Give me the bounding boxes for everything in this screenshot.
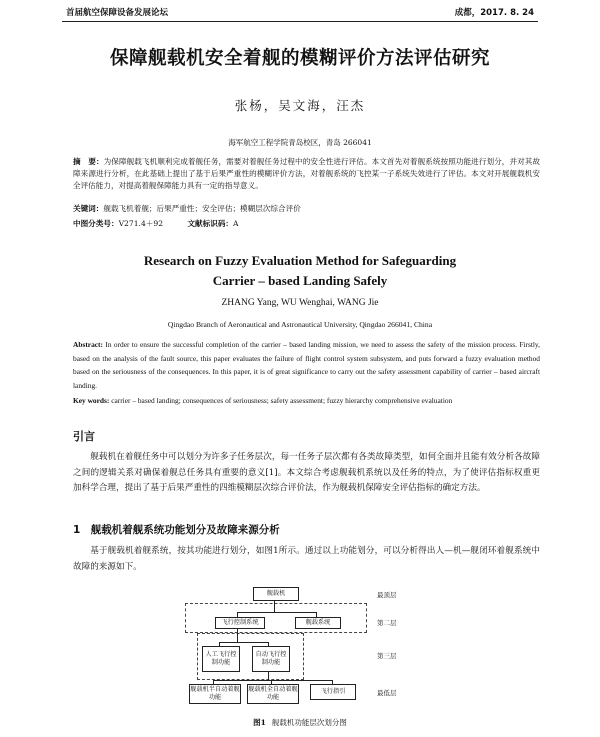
keywords-chinese [73, 203, 301, 214]
section-heading-intro: 引言 [73, 430, 95, 443]
affiliation-chinese: 海军航空工程学院青岛校区，青岛 266041 [228, 138, 372, 147]
level-label: 最低层 [377, 689, 397, 697]
classification-line [73, 218, 239, 229]
section-heading-1: 1 舰载机着舰系统功能划分及故障来源分析 [73, 524, 280, 536]
abstract-label-cn: 摘 要： [73, 157, 104, 166]
node-ship-system: 舰载系统 [295, 617, 341, 629]
figure-caption [0, 717, 600, 728]
connector [219, 642, 269, 643]
caption-text: 舰载机功能层次划分图 [271, 718, 347, 727]
location-date: 成都，2017. 8. 24 [454, 8, 534, 18]
connector [274, 600, 275, 612]
caption-number: 图1 [253, 718, 266, 727]
level-label: 最顶层 [377, 591, 397, 599]
abstract-chinese [73, 156, 540, 192]
node-semi-auto-landing: 舰载机半自动着舰功能 [189, 684, 241, 704]
level-label: 第三层 [377, 652, 397, 660]
header-rule [62, 21, 538, 22]
node-auto-control: 自动飞行控制功能 [252, 646, 290, 672]
journal-name: 首届航空保障设备发展论坛 [66, 8, 169, 18]
connector [213, 680, 333, 681]
node-carrier-aircraft: 舰载机 [253, 587, 299, 601]
doc-code-value: A [233, 219, 239, 228]
keywords-label-cn: 关键词： [73, 204, 104, 213]
node-flight-control: 飞行控制系统 [215, 617, 265, 629]
running-header [66, 6, 534, 18]
connector [237, 612, 317, 613]
clc-label: 中图分类号： [73, 219, 119, 228]
function-hierarchy-diagram [175, 581, 415, 709]
abstract-label-en: Abstract: [73, 340, 103, 349]
authors-english: ZHANG Yang, WU Wenghai, WANG Jie [221, 298, 379, 308]
keywords-english [73, 396, 550, 405]
keywords-text-cn: 舰载飞机着舰；后果严重性；安全评估；模糊层次综合评价 [103, 204, 301, 213]
doc-code-label: 文献标识码： [187, 219, 234, 228]
title-en-line1: Research on Fuzzy Evaluation Method for Safeguarding [143, 253, 457, 268]
connector [237, 627, 238, 642]
keywords-text-en: carrier – based landing; consequences of seriousness; safety assessment; fuzzy hierarchy comprehensive evaluation [109, 396, 453, 405]
authors-chinese: 张杨，吴文海，汪杰 [234, 98, 366, 113]
title-english [0, 251, 600, 291]
abstract-text-en: In order to ensure the successful completion of the carrier – based landing mission, we need to assess the safety of the mission process. Firstly, based on the analysis of the fault source, this paper evaluates the failure of flight control system subsystem, and puts forward a fuzzy evaluation method based on the seriousness of the consequences. In this paper, it is of great significance to carry out the safety assessment capability of carrier – based aircraft landing. [73, 340, 540, 390]
title-chinese: 保障舰载机安全着舰的模糊评价方法评估研究 [109, 48, 490, 69]
node-full-auto-landing: 舰载机全自动着舰功能 [247, 684, 299, 704]
node-manual-control: 人工飞行控制功能 [202, 646, 240, 672]
section1-paragraph: 基于舰载机着舰系统，按其功能进行划分，如图1所示。通过以上功能划分，可以分析得出人—机—舰闭环着舰系统中故障的来源如下。 [73, 546, 540, 572]
intro-paragraph: 舰载机在着舰任务中可以划分为许多子任务层次，每一任务子层次都有各类故障类型，如何全面并且能有效分析各故障之间的逻辑关系对确保着舰总任务具有重要的意义[1]。本文综合考虑舰载机系统以及任务的特点，为了使评估指标权重更加科学合理，提出了基于后果严重性的四维模糊层次综合评价法，作为舰载机保障安全评估指标的确定方法。 [73, 452, 540, 493]
node-flight-guidance: 飞行指引 [310, 684, 356, 700]
affiliation-english: Qingdao Branch of Aeronautical and Astronautical University, Qingdao 266041, China [167, 320, 433, 329]
abstract-english [73, 338, 540, 392]
level-label: 第二层 [377, 619, 397, 627]
title-en-line2: Carrier – based Landing Safely [212, 273, 388, 288]
keywords-label-en: Key words: [73, 396, 110, 405]
clc-value: V271.4＋92 [118, 219, 164, 228]
abstract-text-cn: 为保障舰载飞机顺利完成着舰任务，需要对着舰任务过程中的安全性进行评估。本文首先对着舰系统按照功能进行划分，并对其故障来源进行分析，在此基础上提出了基于后果严重性的模糊评价方法，对着舰系统的飞控某一子系统失效进行了评估。本文对开展舰载机安全评估能力，对提高着舰保障能力具有一定的指导意义。 [73, 157, 541, 190]
